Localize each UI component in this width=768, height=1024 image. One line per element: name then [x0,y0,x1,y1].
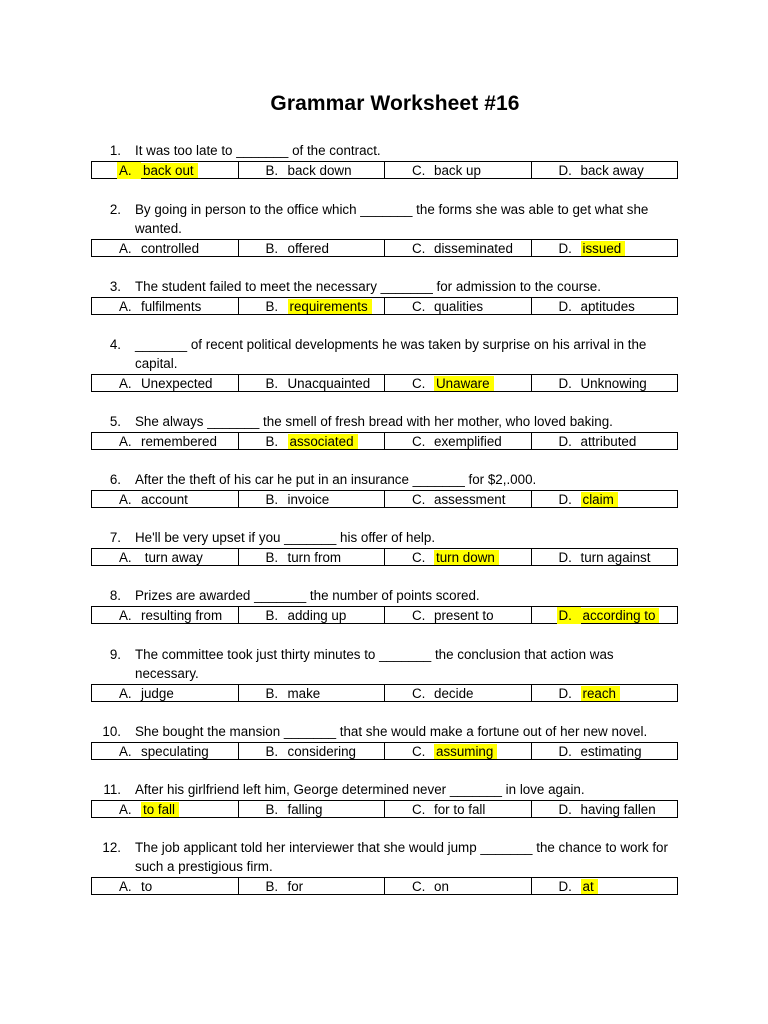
question-text: The job applicant told her interviewer that she would jump _______ the chance to work for such a prestigious firm. [135,840,668,874]
answer-option-a[interactable] [92,878,239,894]
question-text-row [91,412,679,431]
question-1 [91,141,679,179]
question-number: 8. [109,588,121,603]
question-number: 12. [102,840,121,855]
option-letter: D. [558,434,572,449]
question-7 [91,528,679,566]
option-letter: B. [265,608,279,623]
answer-option-c[interactable] [385,162,532,178]
answer-option-d[interactable] [532,162,678,178]
answer-option-b[interactable] [239,801,386,817]
option-text: decide [434,686,474,701]
answer-option-d[interactable] [532,549,678,565]
option-letter: D. [558,879,572,894]
option-text: falling [287,802,323,817]
option-letter: D. [558,376,572,391]
answer-option-a[interactable] [92,491,239,507]
answer-option-a[interactable] [92,685,239,701]
question-text-row [91,780,679,799]
question-number-cell [91,780,135,799]
option-letter: D. [558,492,572,507]
answer-option-c[interactable] [385,801,532,817]
answer-options-table [91,606,678,624]
answer-option-c[interactable] [385,878,532,894]
option-letter: B. [265,241,279,256]
option-letter: B. [265,299,279,314]
answer-option-c[interactable] [385,743,532,759]
question-text: She bought the mansion _______ that she would make a fortune out of her new novel. [135,724,648,739]
question-text-row [91,277,679,296]
answer-options-table [91,161,678,179]
option-letter: C. [412,434,426,449]
option-text: back up [434,163,481,178]
highlighted-answer: requirements [288,299,372,314]
highlighted-answer: back out [141,163,198,178]
question-text: After his girlfriend left him, George determined never _______ in love again. [135,782,585,797]
option-letter: D. [558,744,572,759]
answer-option-b[interactable] [239,298,386,314]
question-text: By going in person to the office which _______ the forms she was able to get what she wanted. [135,202,649,236]
option-text: turn against [580,550,651,565]
option-text: estimating [580,744,642,759]
option-text: make [287,686,321,701]
answer-option-c[interactable] [385,549,532,565]
question-text: Prizes are awarded _______ the number of points scored. [135,588,480,603]
answer-option-b[interactable] [239,240,386,256]
option-text: turn away [141,550,203,565]
question-text: After the theft of his car he put in an insurance _______ for $2,.000. [135,472,537,487]
question-number: 3. [109,279,121,294]
question-text: _______ of recent political developments he was taken by surprise on his arrival in the capital. [135,337,647,371]
answer-options-table [91,877,678,895]
option-letter: C. [412,744,426,759]
question-2 [91,200,679,257]
question-number: 4. [109,337,121,352]
answer-option-d[interactable] [532,607,678,623]
highlighted-answer: claim [581,492,618,507]
question-number-cell [91,645,135,683]
question-text: He'll be very upset if you _______ his offer of help. [135,530,436,545]
option-text: assessment [434,492,506,507]
answer-option-c[interactable] [385,607,532,623]
question-number: 10. [102,724,121,739]
question-text-row [91,200,679,238]
option-letter: B. [265,550,279,565]
question-text-row [91,470,679,489]
question-number: 7. [109,530,121,545]
option-letter: C. [412,550,426,565]
option-text: speculating [141,744,209,759]
option-letter: A. [119,299,132,314]
question-text-row [91,722,679,741]
question-12 [91,838,679,895]
option-letter: D. [558,163,572,178]
question-number: 5. [109,414,121,429]
answer-options-table [91,742,678,760]
highlighted-answer: assuming [434,744,497,759]
question-text-row [91,586,679,605]
question-number: 11. [103,782,121,797]
option-text: invoice [287,492,330,507]
question-number-cell [91,470,135,489]
question-number-cell [91,722,135,741]
option-text: Unacquainted [287,376,371,391]
highlighted-answer: at [581,879,598,894]
option-letter: C. [412,163,426,178]
answer-option-b[interactable] [239,375,386,391]
question-number-cell [91,277,135,296]
option-letter: B. [265,376,279,391]
answer-option-c[interactable] [385,375,532,391]
answer-option-d[interactable] [532,685,678,701]
highlighted-answer: associated [288,434,358,449]
option-letter: B. [265,879,279,894]
question-number-cell [91,141,135,160]
option-text: for to fall [434,802,486,817]
question-number-cell [91,528,135,547]
option-text: qualities [434,299,484,314]
question-6 [91,470,679,508]
option-text: on [434,879,449,894]
option-text: present to [434,608,494,623]
option-text: exemplified [434,434,502,449]
question-11 [91,780,679,818]
question-text-row [91,141,679,160]
option-letter: A. [119,434,132,449]
highlighted-answer: according to [581,608,660,623]
answer-option-b[interactable] [239,607,386,623]
answer-option-b[interactable] [239,549,386,565]
option-letter: A. [119,241,132,256]
answer-option-d[interactable] [532,240,678,256]
answer-options-table [91,239,678,257]
option-letter: A. [119,879,132,894]
option-text: having fallen [580,802,656,817]
highlighted-answer: Unaware [434,376,494,391]
question-text: The committee took just thirty minutes to _______ the conclusion that action was necessary. [135,647,614,681]
answer-option-d[interactable] [532,491,678,507]
option-letter: A. [119,608,132,623]
answer-option-b[interactable] [239,162,386,178]
option-letter: D. [557,607,581,624]
option-letter: D. [558,686,572,701]
answer-option-d[interactable] [532,743,678,759]
highlighted-answer: issued [581,241,626,256]
option-letter: C. [412,608,426,623]
option-letter: B. [265,744,279,759]
option-letter: C. [412,299,426,314]
option-text: considering [287,744,356,759]
question-text-row [91,335,679,373]
question-number-cell [91,200,135,238]
option-letter: B. [265,163,279,178]
question-number: 6. [109,472,121,487]
question-3 [91,277,679,315]
option-letter: A. [119,492,132,507]
answer-options-table [91,297,678,315]
question-number-cell [91,335,135,373]
option-letter: B. [265,686,279,701]
answer-option-d[interactable] [532,375,678,391]
option-letter: A. [119,686,132,701]
option-letter: D. [558,299,572,314]
option-letter: A. [119,744,132,759]
option-text: back away [580,163,644,178]
answer-option-c[interactable] [385,240,532,256]
answer-option-a[interactable] [92,240,239,256]
question-number-cell [91,838,135,876]
question-text-row [91,645,679,683]
option-text: Unexpected [141,376,213,391]
answer-option-a[interactable] [92,801,239,817]
answer-options-table [91,432,678,450]
option-letter: C. [412,241,426,256]
answer-option-d[interactable] [532,298,678,314]
option-text: attributed [580,434,637,449]
highlighted-answer: turn down [434,550,499,565]
option-letter: A. [119,376,132,391]
answer-option-c[interactable] [385,298,532,314]
question-text: It was too late to _______ of the contract. [135,143,381,158]
answer-option-a[interactable] [92,607,239,623]
option-letter: B. [265,492,279,507]
option-letter: D. [558,550,572,565]
answer-option-a[interactable] [92,549,239,565]
answer-options-table [91,374,678,392]
option-text: resulting from [141,608,223,623]
question-8 [91,586,679,624]
answer-option-b[interactable] [239,878,386,894]
option-text: aptitudes [580,299,635,314]
question-number: 2. [109,202,121,217]
answer-option-a[interactable] [92,298,239,314]
option-text: Unknowing [580,376,647,391]
question-5 [91,412,679,450]
answer-option-d[interactable] [532,801,678,817]
question-text-row [91,838,679,876]
question-9 [91,645,679,702]
answer-option-c[interactable] [385,491,532,507]
answer-options-table [91,490,678,508]
option-letter: A. [119,550,132,565]
page-title: Grammar Worksheet #16 [270,92,520,115]
option-text: account [141,492,188,507]
question-text: The student failed to meet the necessary _______ for admission to the course. [135,279,601,294]
question-4 [91,335,679,392]
option-text: remembered [141,434,217,449]
answer-option-c[interactable] [385,433,532,449]
answer-option-b[interactable] [239,433,386,449]
option-text: for [287,879,304,894]
answer-option-a[interactable] [92,375,239,391]
answer-option-a[interactable] [92,433,239,449]
option-text: turn from [287,550,342,565]
option-text: to [141,879,153,894]
option-letter: A. [119,802,132,817]
question-text-row [91,528,679,547]
question-10 [91,722,679,760]
option-letter: B. [265,434,279,449]
option-letter: C. [412,802,426,817]
question-number-cell [91,586,135,605]
answer-options-table [91,548,678,566]
option-text: offered [287,241,329,256]
option-text: fulfilments [141,299,202,314]
answer-options-table [91,800,678,818]
answer-option-a[interactable] [92,162,239,178]
answer-options-table [91,684,678,702]
option-text: controlled [141,241,200,256]
question-number: 1. [109,143,121,158]
option-letter: D. [558,241,572,256]
answer-option-b[interactable] [239,685,386,701]
option-letter: D. [558,802,572,817]
question-text: She always _______ the smell of fresh bread with her mother, who loved baking. [135,414,613,429]
option-letter: C. [412,376,426,391]
answer-option-d[interactable] [532,878,678,894]
question-number-cell [91,412,135,431]
highlighted-answer: reach [581,686,621,701]
highlighted-answer: to fall [141,802,179,817]
answer-option-b[interactable] [239,743,386,759]
option-letter: B. [265,802,279,817]
option-letter: C. [412,879,426,894]
answer-option-d[interactable] [532,433,678,449]
question-number: 9. [109,647,121,662]
option-text: adding up [287,608,347,623]
option-text: back down [287,163,352,178]
option-letter: C. [412,686,426,701]
answer-option-c[interactable] [385,685,532,701]
answer-option-a[interactable] [92,743,239,759]
option-letter: C. [412,492,426,507]
option-text: disseminated [434,241,513,256]
option-text: judge [141,686,174,701]
option-letter: A. [117,162,141,179]
answer-option-b[interactable] [239,491,386,507]
